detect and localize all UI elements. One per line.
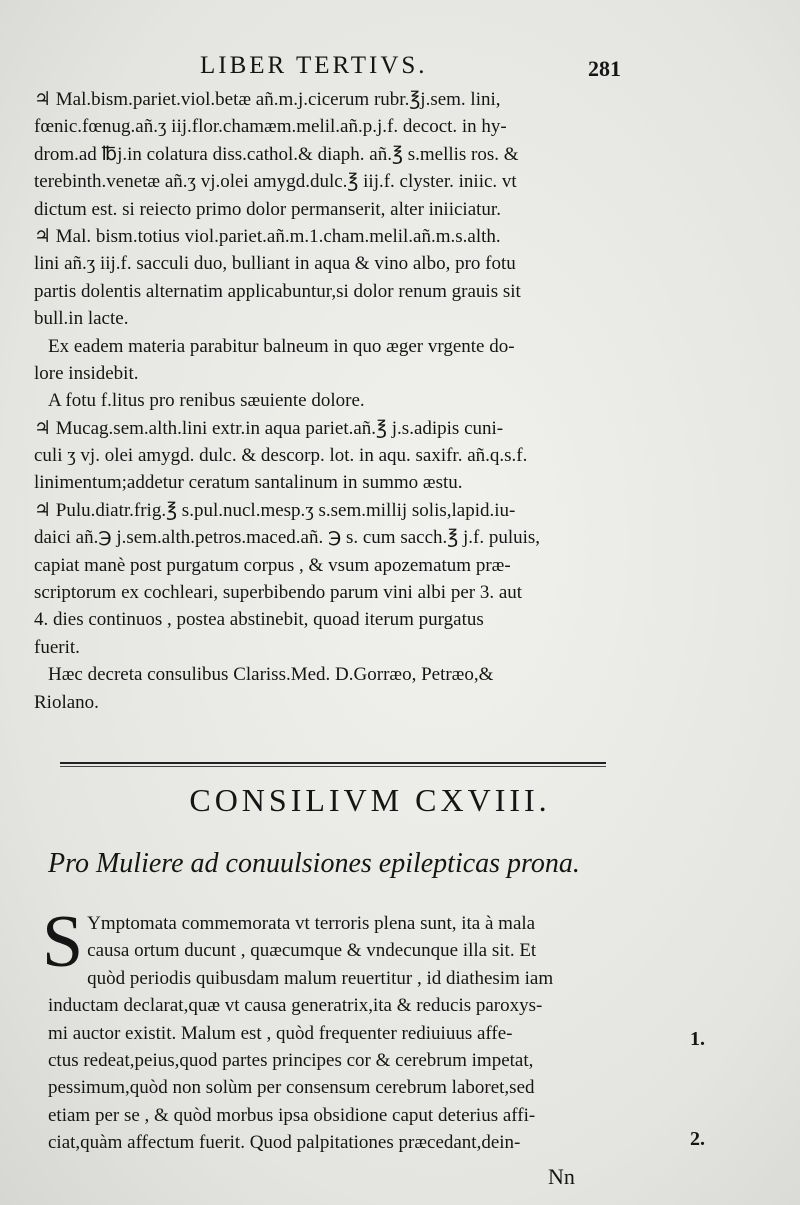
text-line: etiam per se , & quòd morbus ipsa obsidione caput deterius affi- <box>48 1104 536 1126</box>
text-line: partis dolentis alternatim applicabuntur,si dolor renum grauis sit <box>34 280 521 302</box>
page-number: 281 <box>588 56 621 81</box>
text-line: linimentum;addetur ceratum santalinum in summo æstu. <box>34 472 463 494</box>
text-line: capiat manè post purgatum corpus , & vsum apozematum præ- <box>34 554 511 576</box>
text-line: Ymptomata commemorata vt terroris plena sunt, ita à mala <box>87 913 536 934</box>
text-line: scriptorum ex cochleari, superbibendo parum vini albi per 3. aut <box>34 582 523 604</box>
consilium-subtitle: Pro Muliere ad conuulsiones epilepticas prona. <box>48 848 580 879</box>
text-line: lore insidebit. <box>34 362 139 384</box>
text-line: fœnic.fœnug.añ.ʒ iij.flor.chamæm.melil.añ.p.j.f. decoct. in hy- <box>34 116 507 138</box>
text-line: ♃ Mucag.sem.alth.lini extr.in aqua pariet.añ.℥ j.s.adipis cuni- <box>34 417 504 439</box>
text-line: ♃ Mal.bism.pariet.viol.betæ añ.m.j.cicerum rubr.℥j.sem. lini, <box>34 89 501 110</box>
text-line: ♃ Mal. bism.totius viol.pariet.añ.m.1.cham.melil.añ.m.s.alth. <box>34 225 501 247</box>
margin-note: 1. <box>690 1028 705 1050</box>
text-line: Hæc decreta consulibus Clariss.Med. D.Gorræo, Petræo,& <box>48 664 494 686</box>
consilium-title: CONSILIVM CXVIII. <box>189 782 551 818</box>
text-line: causa ortum ducunt , quæcumque & vndecunque illa sit. Et <box>87 940 537 962</box>
section-divider-thin <box>60 766 606 767</box>
margin-note: 2. <box>690 1128 705 1150</box>
text-line: inductam declarat,quæ vt causa generatrix,ita & reducis paroxys- <box>48 995 543 1017</box>
catchword: Nn <box>548 1164 575 1189</box>
text-line: A fotu f.litus pro renibus sæuiente dolore. <box>48 390 365 412</box>
text-line: ♃ Pulu.diatr.frig.℥ s.pul.nucl.mesp.ʒ s.sem.millij solis,lapid.iu- <box>34 499 516 521</box>
text-line: drom.ad ℔j.in colatura diss.cathol.& diaph. añ.℥ s.mellis ros. & <box>34 143 519 165</box>
section-divider <box>60 762 606 764</box>
page-header <box>0 52 800 86</box>
text-line: lini añ.ʒ iij.f. sacculi duo, bulliant in aqua & vino albo, pro fotu <box>34 253 516 275</box>
text-line: 4. dies continuos , postea abstinebit, quoad iterum purgatus <box>34 609 484 631</box>
text-line: culi ʒ vj. olei amygd. dulc. & descorp. lot. in aqu. saxifr. añ.q.s.f. <box>34 445 528 467</box>
text-line: pessimum,quòd non solùm per consensum cerebrum laboret,sed <box>48 1077 535 1099</box>
text-line: terebinth.venetæ añ.ʒ vj.olei amygd.dulc.℥ iij.f. clyster. iniic. vt <box>34 171 517 193</box>
text-line: bull.in lacte. <box>34 308 129 330</box>
consilium-text <box>42 901 648 1157</box>
text-line: dictum est. si reiecto primo dolor permanserit, alter iniiciatur. <box>34 198 501 220</box>
text-line: Ex eadem materia parabitur balneum in quo æger vrgente do- <box>48 335 515 357</box>
text-line: daici añ.℈ j.sem.alth.petros.maced.añ. ℈ s. cum sacch.℥ j.f. puluis, <box>34 527 541 549</box>
text-line: Riolano. <box>34 691 99 713</box>
running-head: LIBER TERTIVS. <box>200 52 428 79</box>
recipe-text <box>34 86 654 716</box>
text-line: mi auctor existit. Malum est , quòd frequenter rediuiuus affe- <box>48 1022 513 1044</box>
text-line: ciat,quàm affectum fuerit. Quod palpitationes præcedant,dein- <box>48 1132 521 1154</box>
text-line: quòd periodis quibusdam malum reuertitur , id diathesim iam <box>87 967 554 989</box>
drop-cap: S <box>42 901 84 983</box>
text-line: fuerit. <box>34 636 80 658</box>
text-line: ctus redeat,peius,quod partes principes cor & cerebrum impetat, <box>48 1049 534 1071</box>
